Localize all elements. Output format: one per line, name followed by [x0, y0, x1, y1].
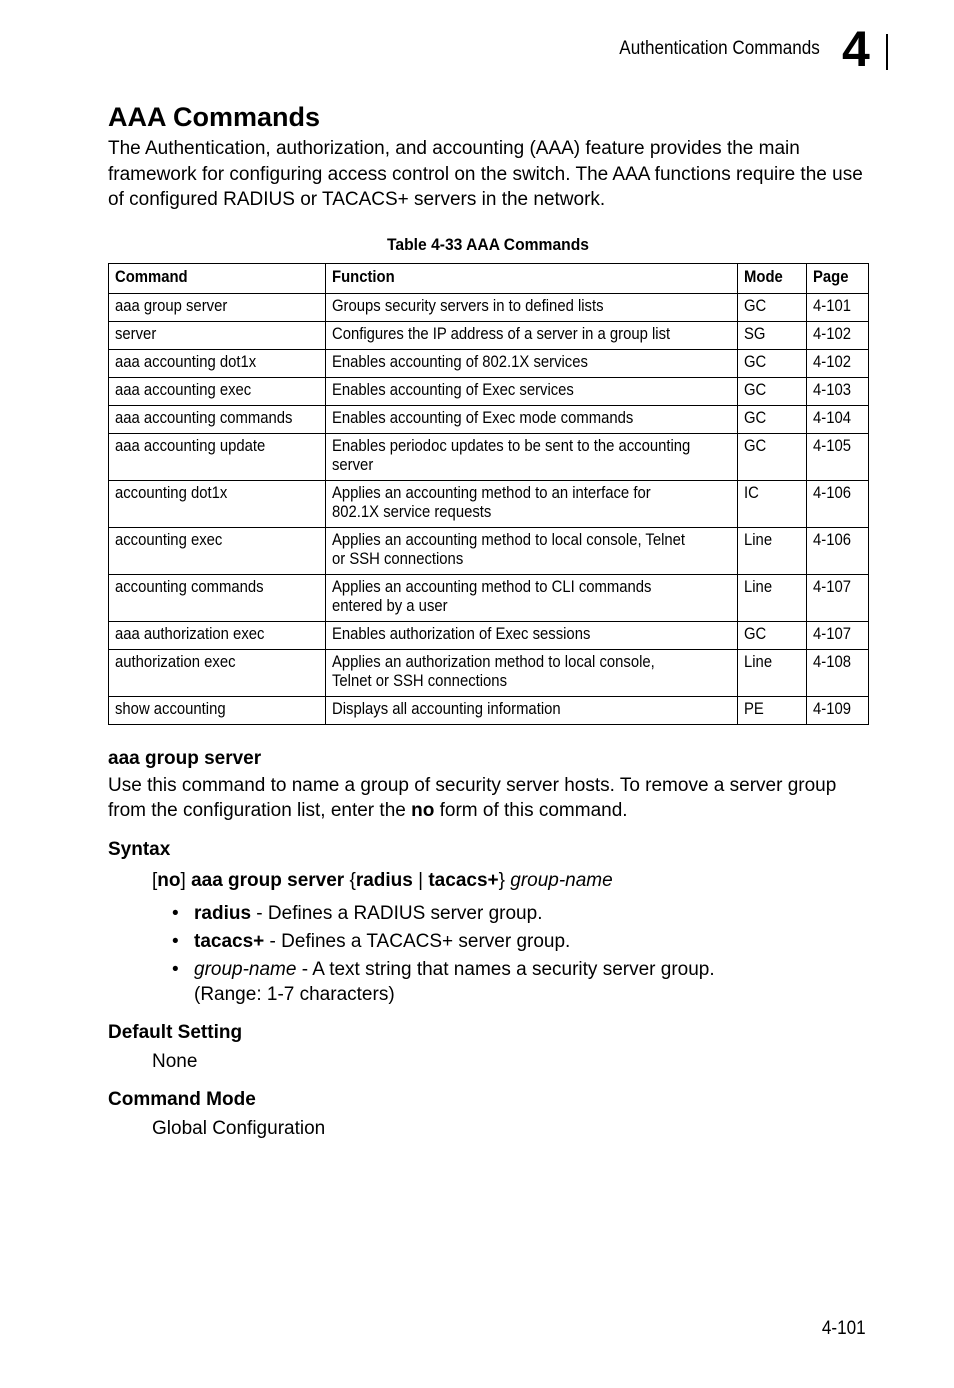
table-row: [109, 433, 869, 480]
table-row: [109, 527, 869, 574]
cell-command: show accounting: [109, 696, 326, 724]
cell-mode: GC: [738, 621, 807, 649]
cell-mode: Line: [738, 649, 807, 696]
cell-page: 4-106: [807, 480, 869, 527]
chapter-rule: [886, 34, 888, 70]
cell-function: Enables periodoc updates to be sent to the accounting server: [326, 433, 738, 480]
header-page: Page: [807, 263, 869, 293]
cell-function: Enables accounting of 802.1X services: [326, 349, 738, 377]
table-row: [109, 574, 869, 621]
cell-command: aaa authorization exec: [109, 621, 326, 649]
cell-function: Applies an authorization method to local console, Telnet or SSH connections: [326, 649, 738, 696]
cell-page: 4-104: [807, 405, 869, 433]
cell-mode: GC: [738, 349, 807, 377]
cell-mode: Line: [738, 527, 807, 574]
table-row: [109, 696, 869, 724]
header-function: Function: [326, 263, 738, 293]
section-description: Use this command to name a group of security server hosts. To remove a server group from the configuration list, enter the no form of this command.: [108, 774, 837, 821]
cell-page: 4-109: [807, 696, 869, 724]
table-header-row: [109, 263, 869, 293]
table-row: [109, 649, 869, 696]
cell-mode: GC: [738, 377, 807, 405]
cell-mode: SG: [738, 321, 807, 349]
command-mode-value: Global Configuration: [152, 1117, 326, 1139]
chapter-number: 4: [842, 21, 870, 77]
cell-command: aaa accounting update: [109, 433, 326, 480]
cell-command: aaa accounting commands: [109, 405, 326, 433]
cell-function: Applies an accounting method to CLI commands entered by a user: [326, 574, 738, 621]
cell-mode: GC: [738, 433, 807, 480]
table-row: [109, 349, 869, 377]
cell-page: 4-101: [807, 293, 869, 321]
cell-mode: IC: [738, 480, 807, 527]
cell-page: 4-105: [807, 433, 869, 480]
cell-function: Groups security servers in to defined lists: [326, 293, 738, 321]
aaa-commands-table: [108, 263, 869, 725]
cell-command: aaa group server: [109, 293, 326, 321]
cell-mode: Line: [738, 574, 807, 621]
table-row: [109, 321, 869, 349]
section-title: aaa group server: [108, 747, 262, 769]
table-row: [109, 377, 869, 405]
intro-paragraph: The Authentication, authorization, and accounting (AAA) feature provides the main framework for configuring access control on the switch. The AAA functions require the use of configured RADIUS or TACACS+ servers in the network.: [108, 138, 863, 210]
cell-command: aaa accounting dot1x: [109, 349, 326, 377]
cell-function: Enables accounting of Exec mode commands: [326, 405, 738, 433]
page-content: [108, 100, 868, 1141]
cell-function: Applies an accounting method to an interface for 802.1X service requests: [326, 480, 738, 527]
table-body: [109, 293, 869, 724]
cell-command: accounting dot1x: [109, 480, 326, 527]
cell-mode: GC: [738, 293, 807, 321]
list-item: • group-name - A text string that names a security server group. (Range: 1-7 characters): [172, 957, 868, 1007]
default-setting-value: None: [152, 1050, 198, 1072]
cell-function: Enables authorization of Exec sessions: [326, 621, 738, 649]
page-title: AAA Commands: [108, 102, 321, 132]
cell-command: accounting commands: [109, 574, 326, 621]
running-header: Authentication Commands: [619, 38, 820, 59]
cell-page: 4-108: [807, 649, 869, 696]
cell-page: 4-107: [807, 621, 869, 649]
cell-page: 4-103: [807, 377, 869, 405]
cell-page: 4-107: [807, 574, 869, 621]
table-row: [109, 405, 869, 433]
syntax-line: [no] aaa group server {radius | tacacs+} group-name: [152, 869, 613, 891]
cell-mode: PE: [738, 696, 807, 724]
cell-command: server: [109, 321, 326, 349]
cell-command: aaa accounting exec: [109, 377, 326, 405]
cell-function: Applies an accounting method to local console, Telnet or SSH connections: [326, 527, 738, 574]
header-command: Command: [109, 263, 326, 293]
command-mode-heading: Command Mode: [108, 1088, 256, 1110]
cell-command: authorization exec: [109, 649, 326, 696]
cell-function: Enables accounting of Exec services: [326, 377, 738, 405]
table-row: [109, 621, 869, 649]
header-mode: Mode: [738, 263, 807, 293]
cell-page: 4-102: [807, 349, 869, 377]
table-row: [109, 480, 869, 527]
list-item: • tacacs+ - Defines a TACACS+ server group.: [172, 929, 868, 954]
table-row: [109, 293, 869, 321]
cell-function: Configures the IP address of a server in a group list: [326, 321, 738, 349]
cell-page: 4-106: [807, 527, 869, 574]
cell-function: Displays all accounting information: [326, 696, 738, 724]
cell-mode: GC: [738, 405, 807, 433]
table-caption: Table 4-33 AAA Commands: [387, 234, 589, 254]
cell-page: 4-102: [807, 321, 869, 349]
cell-command: accounting exec: [109, 527, 326, 574]
page-number: 4-101: [822, 1318, 866, 1339]
default-setting-heading: Default Setting: [108, 1021, 243, 1043]
parameter-list: [172, 901, 868, 1007]
list-item: • radius - Defines a RADIUS server group.: [172, 901, 868, 926]
syntax-heading: Syntax: [108, 838, 171, 860]
